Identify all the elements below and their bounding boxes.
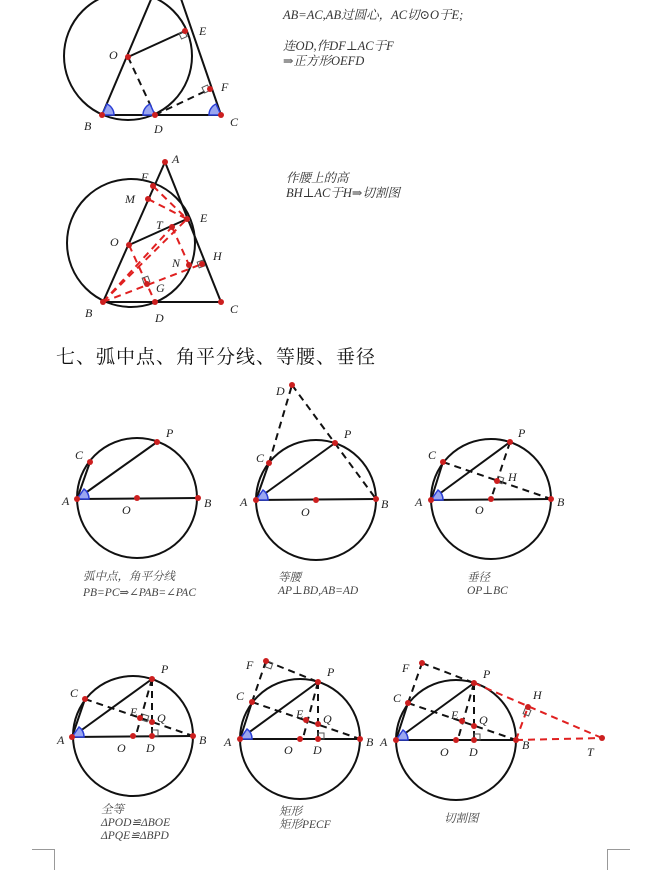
label-b: B — [557, 495, 565, 509]
label-o: O — [110, 235, 119, 249]
label-o: O — [301, 505, 310, 519]
label-d: D — [146, 741, 155, 755]
label-h: H — [508, 470, 517, 484]
caption-perp-diameter-title: 垂径 — [467, 572, 490, 584]
label-b: B — [84, 119, 92, 133]
label-p: P — [483, 667, 491, 681]
label-o: O — [440, 745, 449, 759]
label-o: O — [122, 503, 131, 517]
figure-arc-midpoint — [61, 426, 212, 558]
figure-isosceles — [239, 382, 389, 560]
label-b: B — [199, 733, 207, 747]
label-f: F — [402, 661, 410, 675]
label-b: B — [522, 738, 530, 752]
note-fig1-line1: AB=AC,AB过圆心，AC切⊙O于E; — [283, 8, 464, 22]
figure-rectangle — [223, 658, 374, 799]
figure-tangent-secant — [379, 660, 605, 800]
label-a: A — [57, 733, 65, 747]
note-fig1-line3: ⇒正方形OEFD — [283, 54, 365, 68]
label-d: D — [155, 311, 164, 325]
label-o: O — [475, 503, 484, 517]
label-o: O — [117, 741, 126, 755]
label-b: B — [85, 306, 93, 320]
label-n: N — [172, 256, 181, 270]
label-c: C — [256, 451, 265, 465]
section-heading: 七、弧中点、角平分线、等腰、垂径 — [56, 346, 377, 368]
label-c: C — [230, 302, 239, 316]
label-m: M — [125, 192, 135, 206]
label-p: P — [327, 665, 335, 679]
label-b: B — [366, 735, 374, 749]
label-q: Q — [479, 713, 488, 727]
figure-congruent — [56, 662, 207, 796]
label-g: G — [156, 281, 165, 295]
label-e: E — [200, 211, 208, 225]
caption-isosceles-formula: AP⊥BD,AB=AD — [278, 585, 359, 597]
figure-perpendicular-diameter — [414, 426, 565, 559]
caption-isosceles-title: 等腰 — [278, 572, 301, 584]
page-corner-mark-right — [607, 849, 630, 870]
label-c: C — [75, 448, 84, 462]
label-c: C — [70, 686, 79, 700]
caption-arc-midpoint-title: 弧中点，角平分线 — [83, 571, 175, 583]
label-d: D — [313, 743, 322, 757]
label-t: T — [156, 218, 163, 232]
caption-perp-diameter-formula: OP⊥BC — [467, 585, 508, 597]
note-fig2-line2: BH⊥AC于H⇒切割图 — [286, 186, 400, 200]
label-a: A — [415, 495, 423, 509]
label-p: P — [166, 426, 174, 440]
caption-rectangle-formula: 矩形PECF — [279, 819, 331, 831]
label-a: A — [62, 494, 70, 508]
label-b: B — [381, 497, 389, 511]
label-h: H — [533, 688, 542, 702]
label-e: E — [199, 24, 207, 38]
label-e: E — [451, 708, 459, 722]
label-f: F — [141, 170, 149, 184]
label-d: D — [276, 384, 285, 398]
caption-rectangle-title: 矩形 — [279, 806, 302, 818]
label-p: P — [344, 427, 352, 441]
label-q: Q — [157, 711, 166, 725]
label-e: E — [130, 705, 138, 719]
label-o: O — [109, 48, 118, 62]
label-h: H — [213, 249, 222, 263]
caption-tangent-secant: 切割图 — [444, 813, 479, 825]
label-a: A — [240, 495, 248, 509]
caption-congruent-formula-2: ΔPQE≌ΔBPD — [101, 830, 169, 842]
label-d: D — [154, 122, 163, 136]
label-o: O — [284, 743, 293, 757]
label-a: A — [172, 152, 180, 166]
label-f: F — [221, 80, 229, 94]
label-c: C — [230, 115, 239, 129]
page-corner-mark-left — [32, 849, 55, 870]
label-t: T — [587, 745, 594, 759]
label-c: C — [393, 691, 402, 705]
figure-square-oefd — [64, 0, 239, 136]
label-a: A — [224, 735, 232, 749]
label-p: P — [161, 662, 169, 676]
label-a: A — [380, 735, 388, 749]
note-fig1-line2: 连OD,作DF⊥AC于F — [283, 39, 394, 53]
label-b: B — [204, 496, 212, 510]
caption-arc-midpoint-formula: PB=PC⇒∠PAB=∠PAC — [83, 587, 197, 599]
caption-congruent-formula-1: ΔPOD≌ΔBOE — [101, 817, 171, 829]
label-c: C — [236, 689, 245, 703]
label-d: D — [469, 745, 478, 759]
label-q: Q — [323, 712, 332, 726]
note-fig2-line1: 作腰上的高 — [286, 171, 349, 185]
figure-cutting-diagram — [67, 152, 239, 325]
label-c: C — [428, 448, 437, 462]
label-e: E — [296, 707, 304, 721]
label-f: F — [246, 658, 254, 672]
caption-congruent-title: 全等 — [101, 804, 124, 816]
label-p: P — [518, 426, 526, 440]
